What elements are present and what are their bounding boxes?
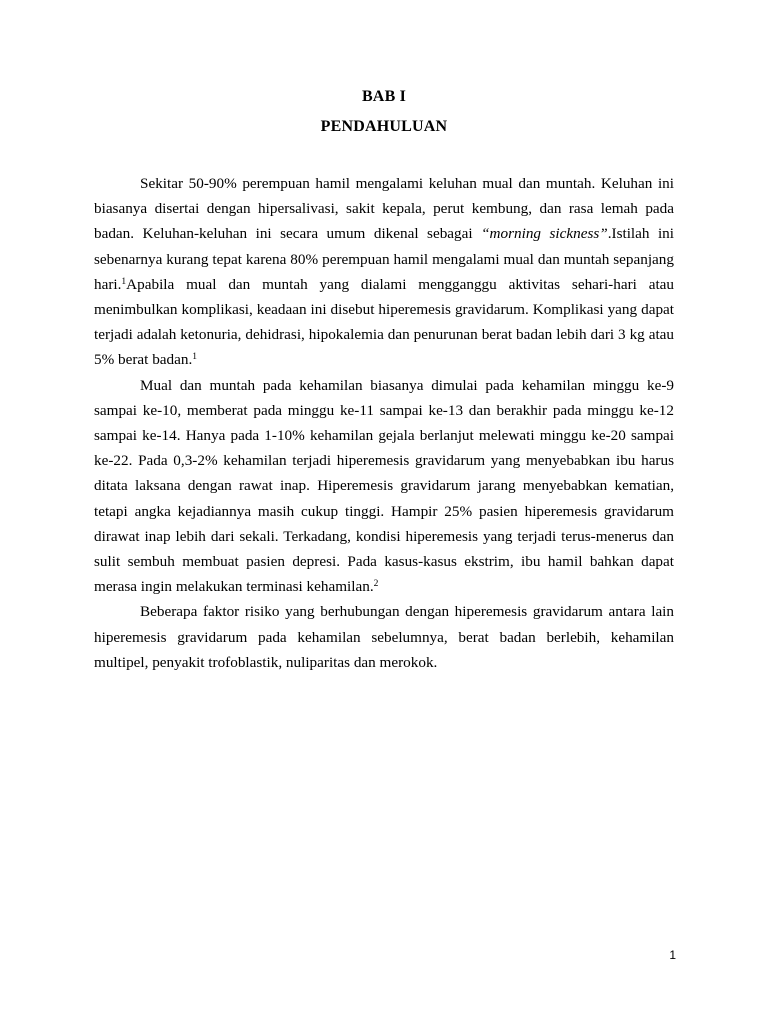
paragraph-3-text: Beberapa faktor risiko yang berhubungan dengan hiperemesis gravidarum antara lain hiperemesis gravidarum pada kehamilan sebelumnya, berat badan berlebih, kehamilan multipel, penyakit trofoblastik, nuliparitas dan merokok. (94, 603, 674, 671)
paragraph-1 (94, 171, 674, 373)
paragraph-3 (94, 599, 674, 675)
page-number: 1 (669, 948, 676, 962)
chapter-heading: BAB I (361, 88, 407, 105)
footnote-ref: 1 (121, 276, 127, 287)
chapter-title: PENDAHULUAN (320, 118, 448, 135)
paragraph-1-text-c: .Istilah ini sebenarnya kurang tepat karena 80% perempuan hamil mengalami mual dan muntah sepanjang hari. (94, 225, 674, 293)
paragraph-2-text: Mual dan muntah pada kehamilan biasanya dimulai pada kehamilan minggu ke-9 sampai ke-10, memberat pada minggu ke-11 sampai ke-13 dan berakhir pada minggu ke-12 sampai ke-14. Hanya pada 1-10% kehamilan gejala berlanjut melewati minggu ke-20 sampai ke-22. Pada 0,3-2% kehamilan terjadi hiperemesis gravidarum yang menyebabkan ibu harus ditata laksana dengan rawat inap. Hiperemesis gravidarum jarang menyebabkan kematian, tetapi angka kejadiannya masih cukup tinggi. Hampir 25% pasien hiperemesis gravidarum dirawat inap lebih dari sekali. Terkadang, kondisi hiperemesis yang terjadi terus-menerus dan sulit sembuh membuat pasien depresi. Pada kasus-kasus ekstrim, ibu hamil bahkan dapat merasa ingin melakukan terminasi kehamilan. (94, 376, 674, 596)
paragraph-1-text-d: Apabila mual dan muntah yang dialami mengganggu aktivitas sehari-hari atau menimbulkan komplikasi, keadaan ini disebut hiperemesis gravidarum. Komplikasi yang dapat terjadi adalah ketonuria, dehidrasi, hipokalemia dan penurunan berat badan lebih dari 3 kg atau 5% berat badan. (94, 275, 674, 369)
body-text (94, 171, 674, 675)
footnote-ref: 2 (373, 579, 379, 590)
paragraph-2 (94, 373, 674, 600)
paragraph-1-text-a: Sekitar 50-90% perempuan hamil mengalami keluhan mual dan muntah. Keluhan ini biasanya disertai dengan hipersalivasi, sakit kepala, perut kembung, dan rasa lemah pada badan. Keluhan-keluhan ini secara umum dikenal sebagai (94, 175, 674, 243)
paragraph-1-italic-term: “morning sickness” (481, 225, 608, 243)
footnote-ref: 1 (192, 352, 198, 363)
